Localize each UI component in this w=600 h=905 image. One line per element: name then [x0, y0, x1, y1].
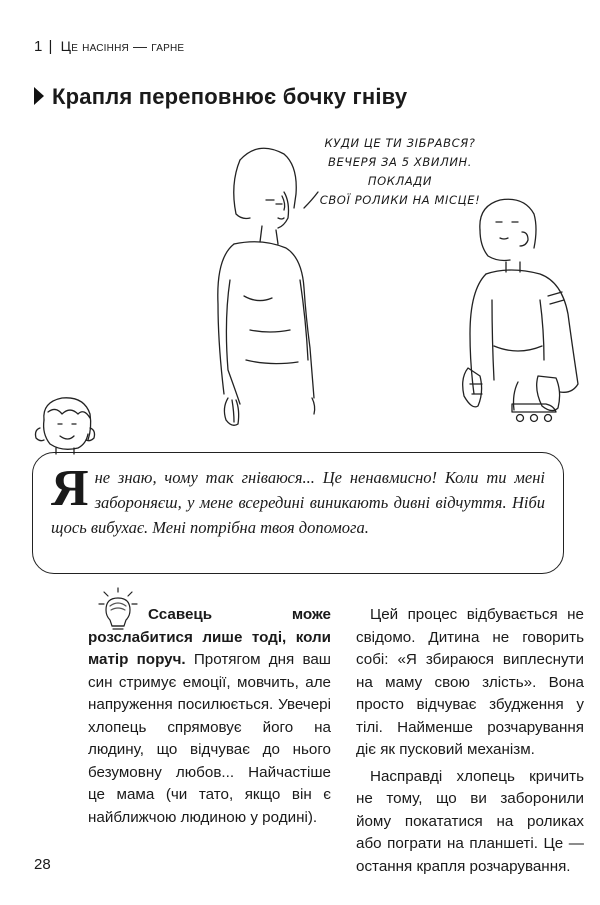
mother-figure [218, 148, 315, 425]
section-title-text: Крапля переповнює бочку гніву [52, 84, 408, 109]
left-lead: Ссавець може розслабитися лише тоді, коли матір поруч. [88, 606, 331, 668]
chapter-title: Це насіння — гарне [60, 38, 185, 54]
right-paragraph: Цей процес відбувається не свідомо. Дитина не говорить собі: «Я збираюся виплеснути на маму свою злість». Вона просто відчуває збудження у тілі. Найменше розчарування діє як пусковий механізм. [356, 606, 584, 758]
chapter-number: 1 [34, 38, 43, 55]
quote-box [32, 452, 564, 574]
page-number: 28 [34, 856, 51, 873]
speech-line: СВОЇ РОЛИКИ НА МІСЦЕ! [319, 193, 481, 207]
right-column [356, 604, 584, 882]
speech-line: ВЕЧЕРЯ ЗА 5 ХВИЛИН. ПОКЛАДИ [327, 155, 473, 188]
quote-text: не знаю, чому так гніваюся... Це ненавмисно! Коли ти мені забороняєш, у мене всередині виникають дивні відчуття. Ніби щось вибухає. Мені потрібна твоя допомога. [51, 468, 545, 537]
left-paragraph [88, 604, 331, 829]
boy-figure [463, 199, 578, 421]
small-boy-head [36, 398, 95, 454]
right-paragraph: Насправді хлопець кричить не тому, що ви заборонили йому покататися на роликах або пограти на планшеті. Це — остання крапля розчарування. [356, 767, 584, 875]
left-text: Протягом дня ваш син стримує емоції, мовчить, але напруження посилюється. Увечері хлопець спрямовує його на людину, що відчуває до нього безумовну любов... Найчастіше це мама (чи тато, якщо він є найближчою людиною у родині). [88, 651, 331, 826]
quote-dropcap: Я [51, 460, 89, 517]
left-column [88, 604, 331, 833]
quote-paragraph [51, 460, 545, 540]
speech-line: КУДИ ЦЕ ТИ ЗІБРАВСЯ? [324, 136, 476, 150]
header-separator: | [48, 38, 53, 55]
speech-bubble [312, 134, 488, 210]
